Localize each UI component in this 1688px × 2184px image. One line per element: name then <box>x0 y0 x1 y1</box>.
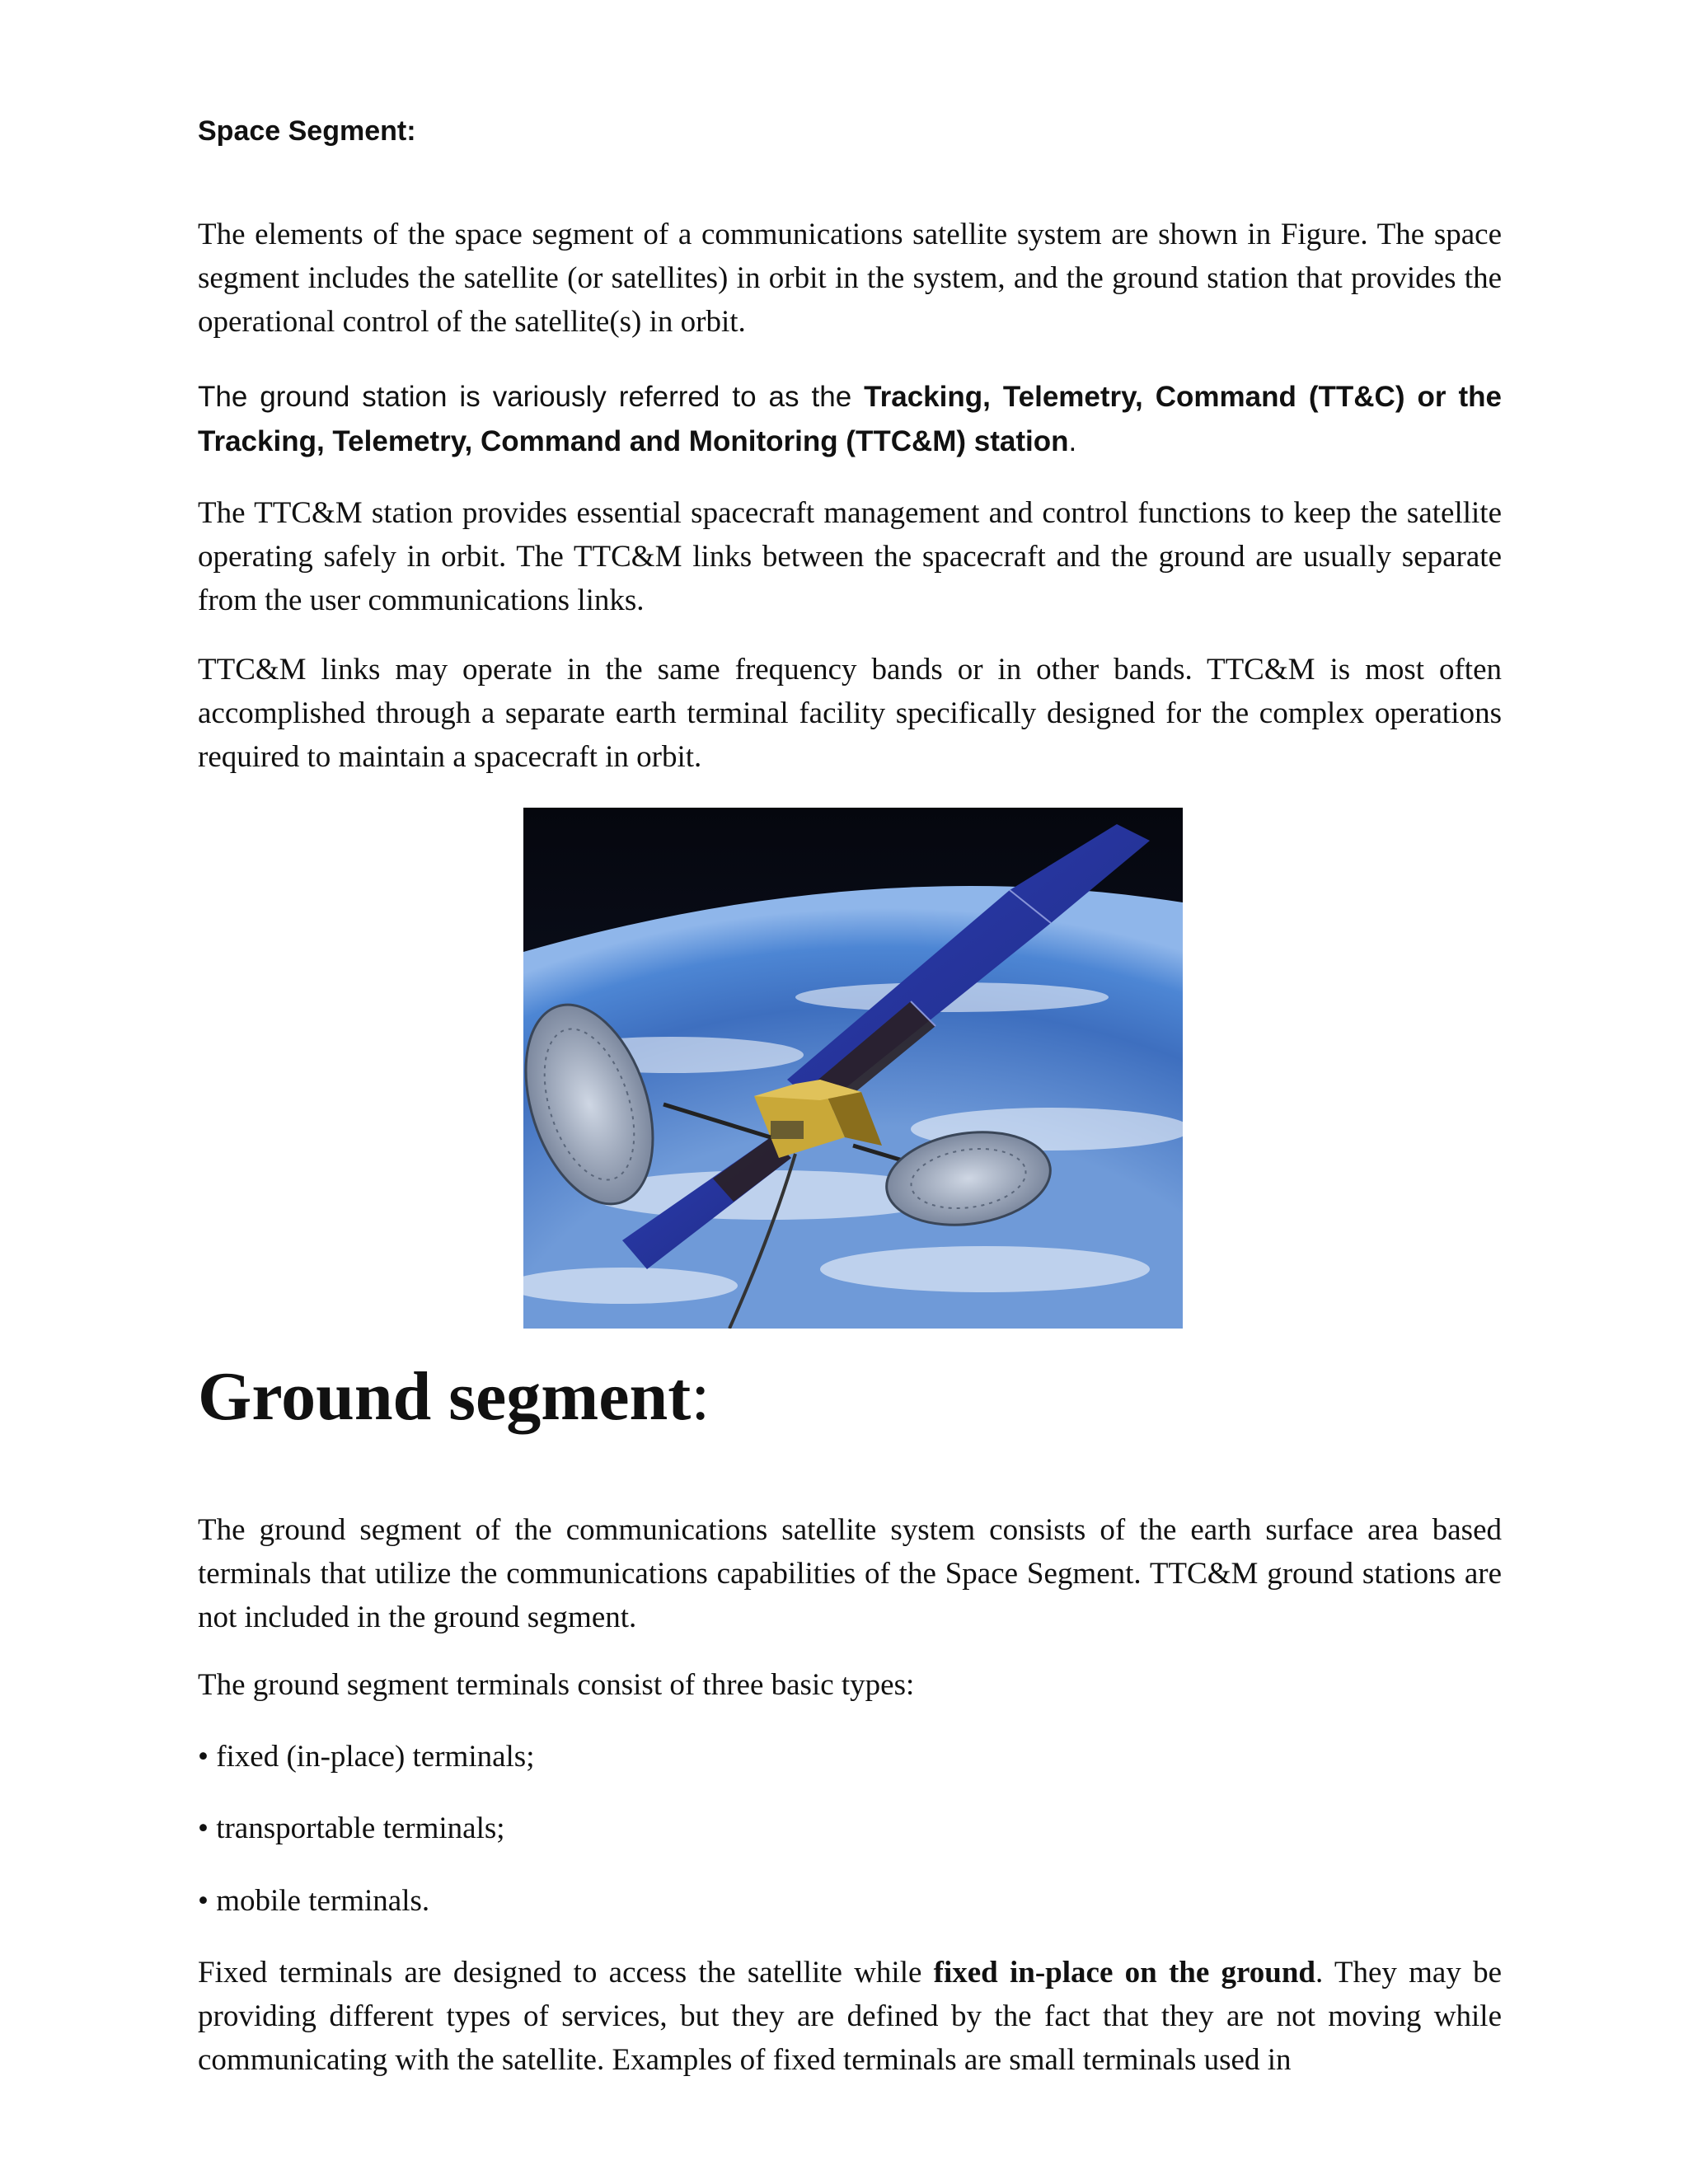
list-item: • transportable terminals; <box>198 1811 505 1845</box>
fixed-in-place-term: fixed in-place on the ground <box>933 1956 1316 1990</box>
ground-segment-heading-text: Ground segment <box>198 1358 692 1435</box>
space-segment-paragraph-4: TTC&M links may operate in the same frequency bands or in other bands. TTC&M is most often accomplished through a separate earth terminal facility specifically designed for the complex operations required to maintain a spacecraft in orbit. <box>198 653 1502 774</box>
list-item: • fixed (in-place) terminals; <box>198 1740 535 1774</box>
satellite-figure <box>523 808 1183 1329</box>
ground-segment-heading-colon: : <box>691 1358 710 1435</box>
p3-prefix: Fixed terminals are designed to access the satellite while <box>198 1956 934 1990</box>
ground-segment-heading <box>198 1356 710 1438</box>
p2-suffix: . <box>1068 425 1077 457</box>
satellite-illustration <box>523 808 1183 1329</box>
ground-segment-paragraph-1: The ground segment of the communications satellite system consists of the earth surface area based terminals that utilize the communications capabilities of the Space Segment. TTC&M ground stations are not included in the ground segment. <box>198 1513 1502 1634</box>
space-segment-heading: Space Segment: <box>198 115 416 147</box>
space-segment-paragraph-3: The TTC&M station provides essential spacecraft management and control functions to keep the satellite operating safely in orbit. The TTC&M links between the spacecraft and the ground are usually separate from the user communications links. <box>198 496 1502 617</box>
ground-segment-paragraph-2: The ground segment terminals consist of three basic types: <box>198 1668 915 1702</box>
p3-suffix: . They may be providing different types of services, but they are defined by the fact that they are not moving while communicating with the satellite. Examples of fixed terminals are small terminals used in <box>198 1956 1502 2077</box>
list-item: • mobile terminals. <box>198 1884 430 1918</box>
p2-prefix: The ground station is variously referred to as the <box>198 381 865 413</box>
ground-segment-paragraph-3 <box>198 1951 1502 2082</box>
space-segment-paragraph-1: The elements of the space segment of a communications satellite system are shown in Figure. The space segment includes the satellite (or satellites) in orbit in the system, and the ground station that provides the operational control of the satellite(s) in orbit. <box>198 218 1502 339</box>
ttcm-station-term: Tracking, Telemetry, Command (TT&C) or the Tracking, Telemetry, Command and Monitoring (TTC&M) station <box>198 381 1502 457</box>
space-segment-paragraph-2 <box>198 375 1502 464</box>
